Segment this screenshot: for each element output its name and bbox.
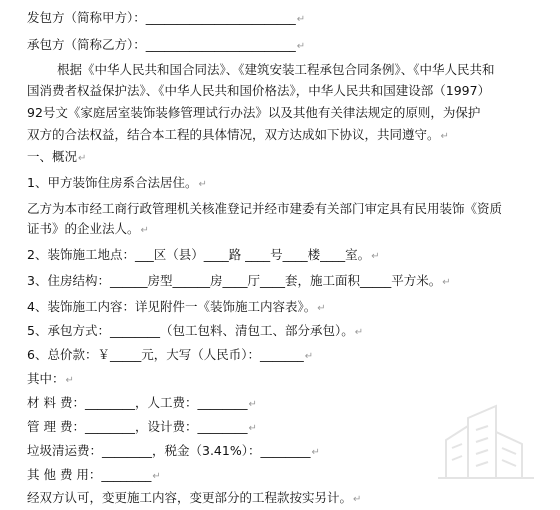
building-logo-watermark-icon bbox=[426, 400, 546, 490]
doc-text: 根据《中华人民共和国合同法》、《建筑安装工程承包合同条例》、《中华人民共和 bbox=[57, 62, 495, 77]
paragraph-mark: ↵ bbox=[65, 375, 74, 386]
doc-text: 92号文《家庭居室装饰装修管理试行办法》以及其他有关律法规定的原则，为保护 bbox=[27, 105, 481, 120]
party-a-line bbox=[27, 9, 305, 29]
paragraph-mark: ↵ bbox=[353, 494, 362, 505]
party-b-line bbox=[27, 36, 305, 56]
paragraph-mark: ↵ bbox=[354, 327, 364, 338]
paragraph-mark: ↵ bbox=[296, 14, 306, 25]
item-2-line bbox=[27, 246, 380, 266]
contractor-line-1 bbox=[27, 200, 502, 218]
item-6-line bbox=[27, 346, 313, 366]
doc-text: 材 料 费：________，人工费：________ bbox=[27, 395, 248, 410]
paragraph-mark: ↵ bbox=[248, 399, 257, 410]
contractor-line-2 bbox=[27, 220, 149, 240]
doc-text: 4、装饰施工内容：详见附件一《装饰施工内容表》。 bbox=[27, 299, 317, 314]
paragraph-mark: ↵ bbox=[371, 251, 380, 262]
doc-text: 其中： bbox=[27, 371, 65, 386]
doc-text: 一、概况 bbox=[27, 149, 78, 164]
doc-text: 乙方为本市经工商行政管理机关核准登记并经市建委有关部门审定具有民用装饰《资质 bbox=[27, 201, 503, 216]
doc-text: 经双方认可，变更施工内容，变更部分的工程款按实另计。 bbox=[27, 490, 353, 505]
item-5-line bbox=[27, 322, 363, 342]
item-3-line bbox=[27, 272, 451, 292]
waste-fee-line bbox=[27, 442, 320, 462]
variation-line bbox=[27, 489, 361, 509]
paragraph-mark: ↵ bbox=[78, 153, 87, 164]
doc-text: 2、装饰施工地点：___区（县）____路 ____号____楼____室。 bbox=[27, 247, 371, 262]
doc-text: 3、住房结构：______房型______房____厅____套，施工面积_____平方米。 bbox=[27, 273, 442, 288]
preamble-line-2 bbox=[27, 82, 490, 100]
doc-text: 1、甲方装饰住房系合法居住。 bbox=[27, 175, 198, 190]
preamble-line-1 bbox=[57, 61, 495, 79]
doc-text: 5、承包方式：________（包工包料、清包工、部分承包）。 bbox=[27, 323, 354, 338]
section-heading bbox=[27, 148, 86, 168]
doc-text: 发包方（简称甲方）：________________________ bbox=[27, 10, 296, 25]
paragraph-mark: ↵ bbox=[317, 303, 326, 314]
materials-fee-line bbox=[27, 394, 257, 414]
doc-text: 证书》的企业法人。 bbox=[27, 221, 140, 236]
paragraph-mark: ↵ bbox=[442, 277, 451, 288]
doc-text: 双方的合法权益，结合本工程的具体情况，双方达成如下协议，共同遵守。 bbox=[27, 127, 440, 142]
paragraph-mark: ↵ bbox=[440, 131, 449, 142]
paragraph-mark: ↵ bbox=[296, 41, 306, 52]
doc-text: 其 他 费 用：________ bbox=[27, 467, 152, 482]
paragraph-mark: ↵ bbox=[152, 471, 161, 482]
doc-text: 6、总价款：￥_____元，大写（人民币）：_______ bbox=[27, 347, 304, 362]
preamble-line-4 bbox=[27, 126, 449, 146]
breakdown-heading bbox=[27, 370, 74, 390]
other-fee-line bbox=[27, 466, 161, 486]
item-1-line bbox=[27, 174, 207, 194]
doc-text: 垃圾清运费：________，税金（3.41%）：________ bbox=[27, 443, 311, 458]
paragraph-mark: ↵ bbox=[140, 225, 149, 236]
doc-text: 承包方（简称乙方）：________________________ bbox=[27, 37, 296, 52]
preamble-line-3 bbox=[27, 104, 480, 122]
paragraph-mark: ↵ bbox=[304, 351, 314, 362]
paragraph-mark: ↵ bbox=[198, 179, 207, 190]
item-4-line bbox=[27, 298, 326, 318]
doc-text: 管 理 费：________，设计费：________ bbox=[27, 419, 248, 434]
management-fee-line bbox=[27, 418, 257, 438]
paragraph-mark: ↵ bbox=[248, 423, 257, 434]
doc-text: 国消费者权益保护法》、《中华人民共和国价格法》，中华人民共和国建设部（1997） bbox=[27, 83, 491, 98]
paragraph-mark: ↵ bbox=[311, 447, 320, 458]
